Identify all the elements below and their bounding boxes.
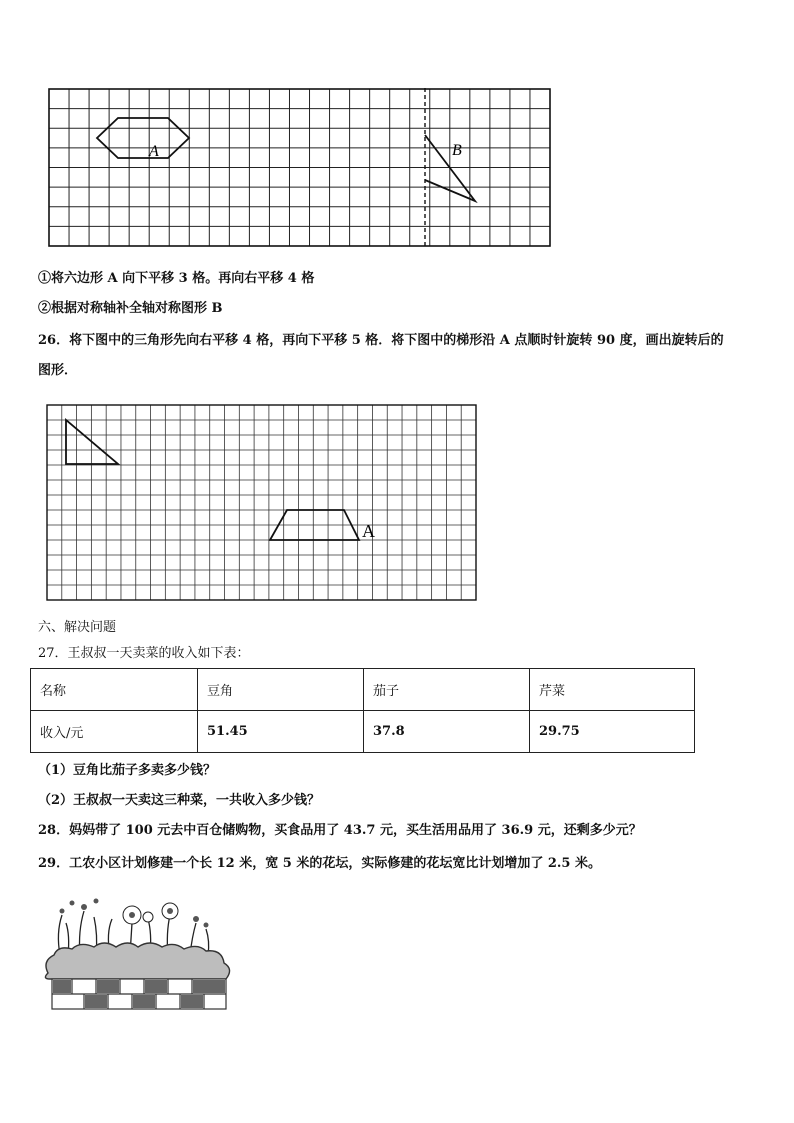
table-cell: 豆角 <box>198 669 364 711</box>
table-cell: 29.75 <box>530 711 695 753</box>
question-26-line-2: 图形． <box>38 363 78 378</box>
question-27-sub-1: （1）豆角比茄子多卖多少钱？ <box>38 763 217 778</box>
question-26-line-1: 26．将下图中的三角形先向右平移 4 格，再向下平移 5 格．将下图中的梯形沿 A 点顺时针旋转 90 度，画出旋转后的 <box>38 333 724 348</box>
question-27-sub-2: （2）王叔叔一天卖这三种菜，一共收入多少钱？ <box>38 793 321 808</box>
triangle <box>66 420 118 464</box>
table-cell: 51.45 <box>198 711 364 753</box>
question-27-stem: 27．王叔叔一天卖菜的收入如下表： <box>38 646 250 661</box>
hexagon-a-label: A <box>149 143 159 160</box>
shape-b-label: B <box>452 142 462 159</box>
grid-2-border <box>47 405 476 600</box>
table-cell: 芹菜 <box>530 669 695 711</box>
income-table <box>30 668 695 753</box>
grid-lines-2 <box>47 405 476 600</box>
table-cell: 名称 <box>31 669 198 711</box>
point-a-label: A <box>362 521 375 541</box>
grid-figure-2 <box>46 404 478 602</box>
grid-figure-1 <box>48 88 552 248</box>
question-28: 28．妈妈带了 100 元去中百仓储购物，买食品用了 43.7 元，买生活用品用了 36.9 元，还剩多少元？ <box>38 823 642 838</box>
table-row <box>31 669 695 711</box>
question-29: 29．工农小区计划修建一个长 12 米，宽 5 米的花坛，实际修建的花坛宽比计划增加了 2.5 米。 <box>38 856 601 871</box>
table-row <box>31 711 695 753</box>
hexagon-a <box>97 118 189 158</box>
bush <box>45 943 229 979</box>
flower-bed-illustration <box>40 893 240 1015</box>
table-cell: 茄子 <box>364 669 530 711</box>
grid-lines-1 <box>49 89 550 246</box>
instruction-1: ①将六边形 A 向下平移 3 格。再向右平移 4 格 <box>38 271 315 286</box>
table-cell: 收入/元 <box>31 711 198 753</box>
table-cell: 37.8 <box>364 711 530 753</box>
instruction-2: ②根据对称轴补全轴对称图形 B <box>38 301 223 316</box>
section-6-title: 六、解决问题 <box>38 620 117 635</box>
